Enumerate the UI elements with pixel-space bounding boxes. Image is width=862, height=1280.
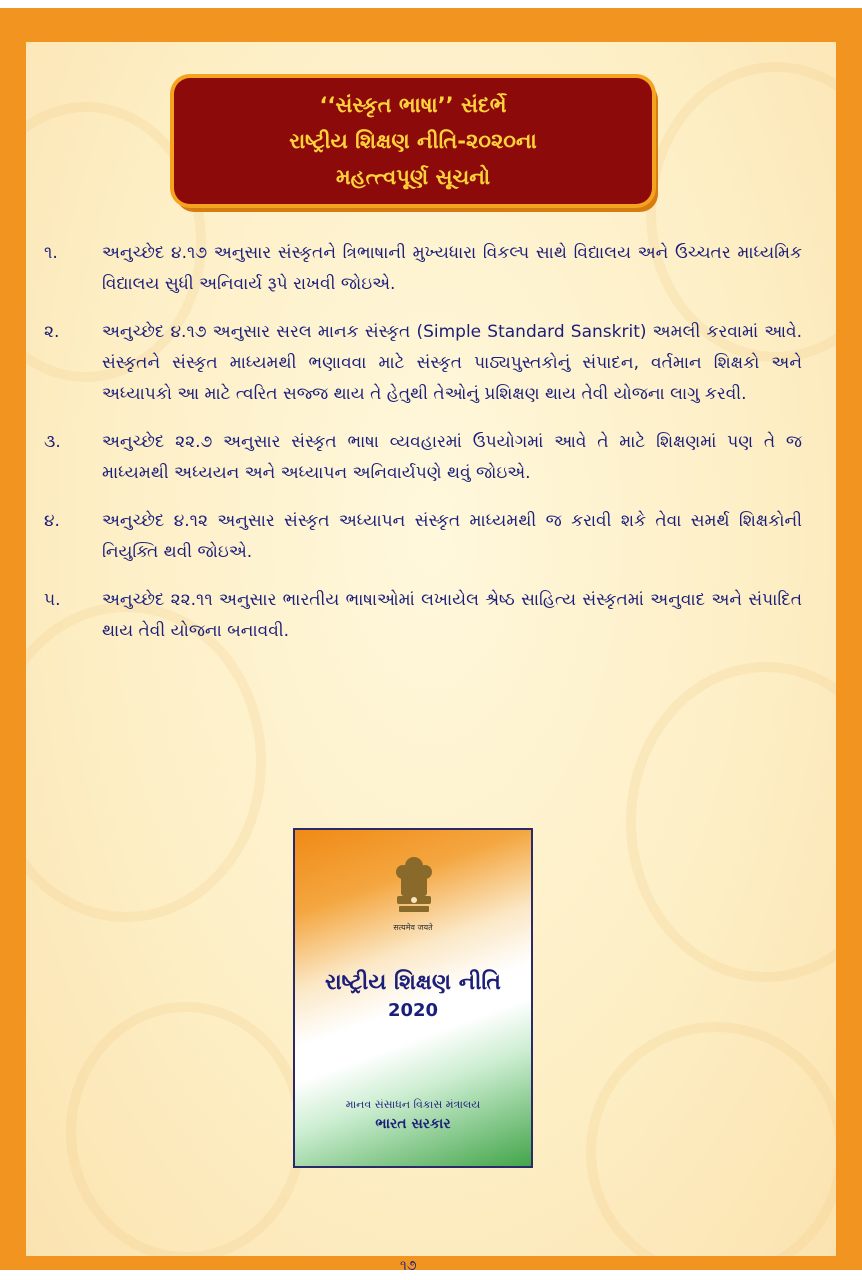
title-banner [174,78,652,204]
title-line-1: ‘‘સંસ્કૃત ભાષા’’ સંદર્ભે [319,93,507,117]
list-item [42,238,802,300]
point-text: અનુચ્છેદ ૪.૧૨ અનુસાર સંસ્કૃત અધ્યાપન સંસ્કૃત માધ્યમથી જ કરાવી શકે તેવા સમર્થ શિક્ષકોની નિયુક્તિ થવી જોઇએ. [102,511,802,562]
point-text: અનુચ્છેદ ૪.૧૭ અનુસાર સંસ્કૃતને ત્રિભાષાની મુખ્યધારા વિકલ્પ સાથે વિદ્યાલય અને ઉચ્ચતર માધ્યમિક વિદ્યાલય સુધી અનિવાર્ય રૂપે રાખવી જોઇએ. [102,243,802,294]
title-line-2: રાષ્ટ્રીય શિક્ષણ નીતિ-૨૦૨૦ના [289,129,537,153]
point-text: અનુચ્છેદ ૨૨.૭ અનુસાર સંસ્કૃત ભાષા વ્યવહારમાં ઉપયોગમાં આવે તે માટે શિક્ષણમાં પણ તે જ માધ્યમથી અધ્યયન અને અધ્યાપન અનિવાર્યપણે થવું જોઇએ. [102,432,802,483]
page-number: ૧૭ [400,1258,417,1274]
point-text: અનુચ્છેદ ૪.૧૭ અનુસાર સરલ માનક સંસ્કૃત (Simple Standard Sanskrit) અમલી કરવામાં આવે. સંસ્કૃતને સંસ્કૃત માધ્યમથી ભણાવવા માટે સંસ્કૃત પાઠ્યપુસ્તકોનું સંપાદન, વર્તમાન શિક્ષકો અને અધ્યાપકો આ માટે ત્વરિત સજ્જ થાય તે હેતુથી તેઓનું પ્રશિક્ષણ થાય તેવી યોજના લાગુ કરવી. [102,322,802,404]
page-content [26,42,836,1256]
list-item [42,317,802,410]
national-emblem-icon [389,852,439,918]
point-number: ૩. [44,432,61,452]
list-item [42,585,802,647]
point-text: અનુચ્છેદ ૨૨.૧૧ અનુસાર ભારતીય ભાષાઓમાં લખાયેલ શ્રેષ્ઠ સાહિત્ય સંસ્કૃતમાં અનુવાદ અને સંપાદિત થાય તેવી યોજના બનાવવી. [102,590,802,641]
background-swirl [626,662,836,982]
policy-book-cover [293,828,533,1168]
book-title: રાષ્ટ્રીય શિક્ષણ નીતિ [324,970,501,995]
point-number: ૪. [44,511,60,531]
list-item [42,427,802,489]
list-item [42,506,802,568]
book-year: 2020 [387,1000,439,1021]
background-swirl [586,1022,836,1256]
point-number: ૧. [44,243,58,263]
title-line-3: મહત્ત્વપૂર્ણ સૂચનો [335,165,491,189]
page-border [0,8,862,1270]
points-list [42,238,802,664]
book-ministry: માનવ સંસાધન વિકાસ મંત્રાલય [345,1098,481,1111]
emblem-motto: सत्यमेव जयते [393,923,433,932]
background-swirl [66,1002,306,1256]
book-government: ભારત સરકાર [375,1116,451,1132]
point-number: ૨. [44,322,60,342]
point-number: ૫. [44,590,61,610]
